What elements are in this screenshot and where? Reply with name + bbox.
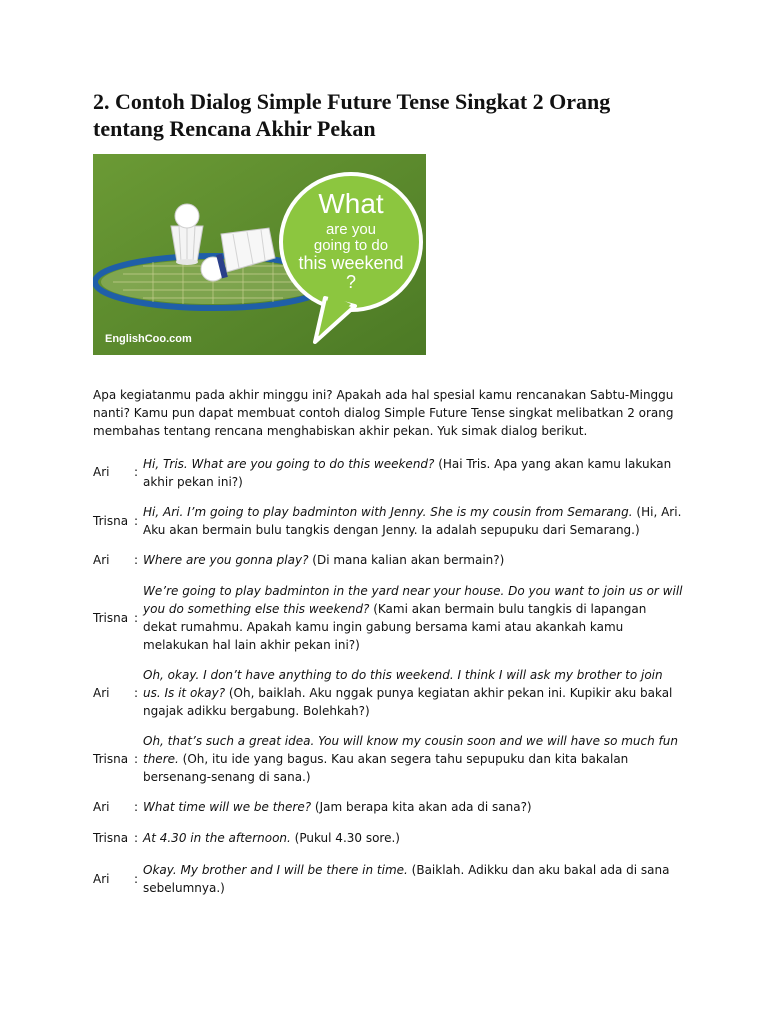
speaker-name: Ari (93, 465, 110, 479)
speaker-name: Trisna (93, 831, 129, 845)
indonesian-translation: (Di mana kalian akan bermain?) (308, 553, 505, 567)
badminton-shuttlecock-racket-icon (93, 154, 426, 355)
speaker-colon: : (134, 611, 139, 625)
english-text: At 4.30 in the afternoon. (143, 831, 291, 845)
indonesian-translation: (Hi, Ari. Aku akan bermain bulu tangkis dengan Jenny. Ia adalah sepupuku dari Semarang.) (143, 505, 682, 537)
speaker-colon: : (134, 553, 139, 567)
speaker-colon: : (134, 686, 139, 700)
indonesian-translation: (Hai Tris. Apa yang akan kamu lakukan akhir pekan ini?) (143, 457, 672, 489)
speaker-name: Ari (93, 686, 110, 700)
dialog-text (143, 503, 683, 539)
speaker-name: Ari (93, 800, 110, 814)
speaker-name: Ari (93, 553, 110, 567)
english-text: Where are you gonna play? (143, 553, 309, 567)
dialog-text (143, 798, 683, 816)
intro-paragraph: Apa kegiatanmu pada akhir minggu ini? Apakah ada hal spesial kamu rencanakan Sabtu-Minggu nanti? Kamu pun dapat membuat contoh dialog Simple Future Tense singkat melibatkan 2 orang membahas tentang rencana menghabiskan akhir pekan. Yuk simak dialog berikut. (93, 388, 674, 438)
speaker-colon: : (134, 514, 139, 528)
watermark: EnglishCoo.com (105, 333, 192, 345)
english-text: What time will we be there? (143, 800, 312, 814)
indonesian-translation: (Pukul 4.30 sore.) (290, 831, 400, 845)
indonesian-translation: (Oh, itu ide yang bagus. Kau akan segera tahu sepupuku dan kita bakalan bersenang-senang di sana.) (143, 752, 629, 784)
speaker-colon: : (134, 872, 139, 886)
dialog-text (143, 582, 683, 654)
bubble-line-4: this weekend (298, 253, 404, 273)
indonesian-translation: (Baiklah. Adikku dan aku bakal ada di sana sebelumnya.) (143, 863, 670, 895)
speaker-colon: : (134, 800, 139, 814)
dialog-text (143, 666, 683, 720)
bubble-line-2: are you (325, 221, 377, 238)
english-text: Hi, Tris. What are you going to do this weekend? (143, 457, 435, 471)
english-text: Oh, that’s such a great idea. You will know my cousin soon and we will have so much fun there. (143, 734, 678, 766)
dialog-text (143, 829, 683, 847)
speaker-name: Trisna (93, 514, 129, 528)
indonesian-translation: (Oh, baiklah. Aku nggak punya kegiatan akhir pekan ini. Kupikir aku bakal ngajak adikku bergabung. Bolehkah?) (143, 686, 673, 718)
english-text: Okay. My brother and I will be there in time. (143, 863, 408, 877)
speaker-colon: : (134, 831, 139, 845)
speaker-colon: : (134, 752, 139, 766)
english-text: Oh, okay. I don’t have anything to do this weekend. I think I will ask my brother to join us. Is it okay? (143, 668, 663, 700)
dialog-text (143, 455, 683, 491)
indonesian-translation: (Kami akan bermain bulu tangkis di lapangan dekat rumahmu. Apakah kamu ingin gabung bersama kami atau akankah kamu melakukan hal lain akhir pekan ini?) (143, 602, 647, 652)
english-text: Hi, Ari. I’m going to play badminton with Jenny. She is my cousin from Semarang. (143, 505, 633, 519)
dialog-text (143, 551, 683, 569)
speaker-name: Ari (93, 872, 110, 886)
dialog-text (143, 861, 683, 897)
section-heading: 2. Contoh Dialog Simple Future Tense Singkat 2 Orang tentang Rencana Akhir Pekan (93, 89, 611, 141)
bubble-line-3: going to do (313, 237, 389, 254)
speaker-name: Trisna (93, 752, 129, 766)
dialog-text (143, 732, 683, 786)
bubble-line-1: What (318, 188, 384, 219)
speaker-colon: : (134, 465, 139, 479)
bubble-line-5: ? (345, 272, 357, 292)
weekend-illustration (93, 154, 426, 355)
english-text: We’re going to play badminton in the yard near your house. Do you want to join us or will you do something else this weekend? (143, 584, 683, 616)
indonesian-translation: (Jam berapa kita akan ada di sana?) (311, 800, 532, 814)
speaker-name: Trisna (93, 611, 129, 625)
